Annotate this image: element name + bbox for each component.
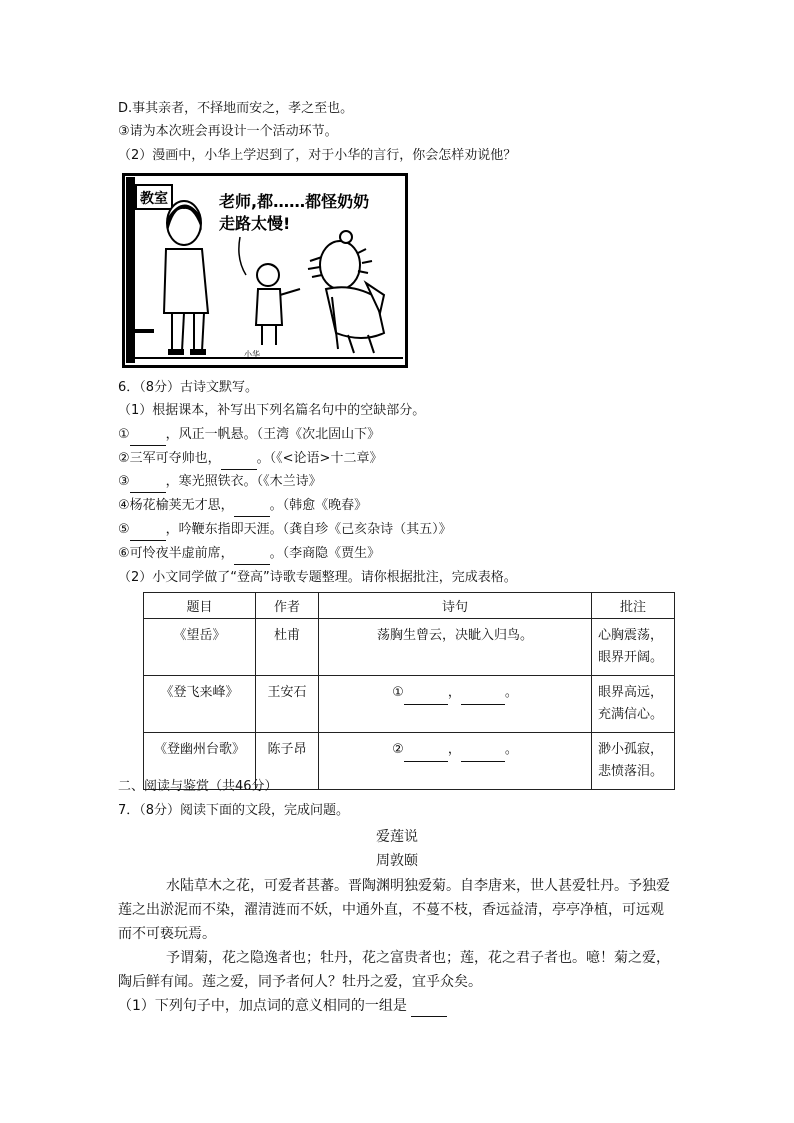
fill-item: ④杨花榆荚无才思， 。（韩愈《晚春》 (118, 496, 367, 517)
name-tag: 小华 (244, 350, 260, 359)
cartoon-image (122, 173, 408, 368)
table-header: 批注 (592, 593, 675, 619)
q6-sub1: （1）根据课本，补写出下列名篇名句中的空缺部分。 (118, 403, 426, 418)
essay-author: 周敦颐 (376, 853, 418, 869)
essay-paragraph-2: 予谓菊，花之隐逸者也；牡丹，花之富贵者也；莲，花之君子者也。噫！菊之爱，陶后鲜有闻。莲之爱，同予者何人？牡丹之爱，宜乎众矣。 (118, 950, 670, 990)
fill-item: ① ，风正一帆悬。（王湾《次北固山下》 (118, 425, 380, 446)
q6-sub2: （2）小文同学做了“登高”诗歌专题整理。请你根据批注，完成表格。 (118, 570, 517, 585)
fill-item: ②三军可夺帅也， 。（《<论语>十二章》 (118, 449, 382, 470)
q7-sub1: （1）下列句子中，加点词的意义相同的一组是 (118, 996, 447, 1017)
table-row: 《登幽州台歌》 陈子昂 ② ， 。 渺小孤寂， 悲愤落泪。 (144, 733, 675, 790)
option-d-text: D.事其亲者，不择地而安之，孝之至也。 (118, 101, 354, 116)
speech-line-2: 走路太慢! (219, 214, 291, 233)
table-header: 题目 (144, 593, 256, 619)
table-row: 《登飞来峰》 王安石 ① ， 。 眼界高远， 充满信心。 (144, 676, 675, 733)
question-3-text: ③请为本次班会再设计一个活动环节。 (118, 124, 338, 139)
fill-item: ⑤ ，吟鞭东指即天涯。（龚自珍《己亥杂诗（其五）》 (118, 520, 452, 541)
table-header: 诗句 (319, 593, 592, 619)
fill-item: ③ ，寒光照铁衣。（《木兰诗》 (118, 472, 322, 493)
essay-title: 爱莲说 (376, 829, 418, 845)
question-2-text: （2）漫画中，小华上学迟到了，对于小华的言行，你会怎样劝说他？ (118, 148, 517, 163)
table-header: 作者 (256, 593, 319, 619)
essay-paragraph-1: 水陆草木之花，可爱者甚蕃。晋陶渊明独爱菊。自李唐来，世人甚爱牡丹。予独爱莲之出淤泥而不染，濯清涟而不妖，中通外直，不蔓不枝，香远益清，亭亭净植，可远观而不可亵玩焉。 (118, 878, 670, 942)
room-sign-text: 教室 (140, 191, 168, 207)
q6-heading: 6．（8分）古诗文默写。 (118, 380, 259, 395)
poetry-table (143, 592, 675, 790)
section-2-heading: 二、阅读与鉴赏（共46分） (118, 779, 278, 794)
table-row: 《望岳》 杜甫 荡胸生曾云，决眦入归鸟。 心胸震荡， 眼界开阔。 (144, 619, 675, 676)
q7-heading: 7．（8分）阅读下面的文段，完成问题。 (118, 803, 350, 818)
fill-item: ⑥可怜夜半虚前席， 。（李商隐《贾生》 (118, 544, 380, 565)
speech-line-1: 老师,都……都怪奶奶 (219, 192, 370, 211)
